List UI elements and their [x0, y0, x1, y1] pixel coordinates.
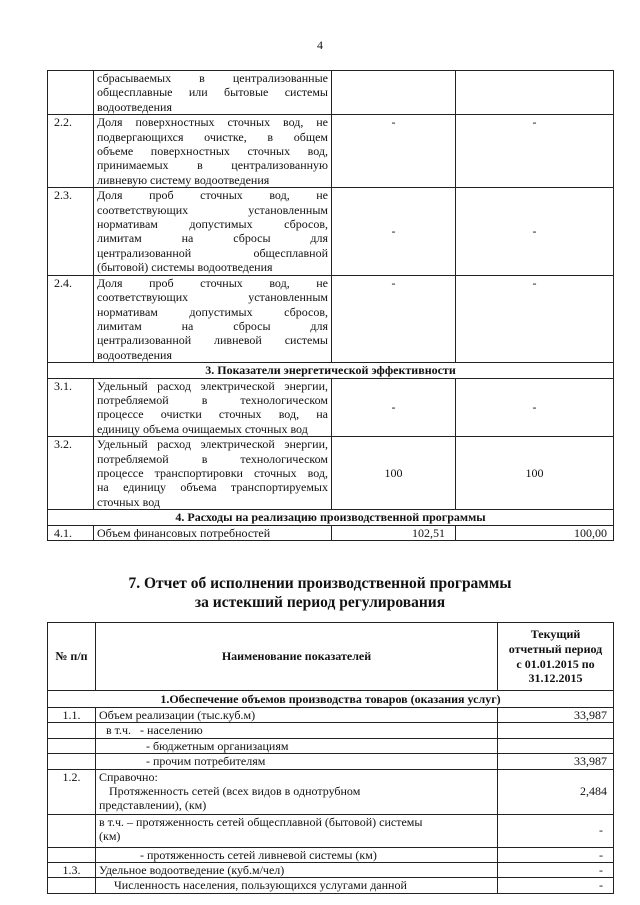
heading-line-2: за истекший период регулирования — [194, 594, 446, 611]
row-value: - — [456, 115, 614, 188]
section-row — [48, 363, 614, 378]
row-name — [94, 437, 332, 510]
row-value — [332, 71, 456, 115]
row-name: Объем финансовых потребностей — [94, 525, 332, 540]
row-name-line: сточных вод — [97, 494, 160, 509]
table-row — [48, 275, 614, 362]
report-table — [47, 622, 614, 894]
row-value: - — [456, 378, 614, 437]
row-value: 33,987 — [498, 708, 614, 723]
section-title: 4. Расходы на реализацию производственной программы — [48, 510, 614, 525]
row-name-line: потребляемой в технологическом — [97, 451, 328, 466]
row-num: 1.2. — [48, 769, 96, 814]
row-name-line: Удельный расход электрической энергии, — [97, 378, 328, 393]
row-name-line: общесплавные или бытовые системы — [97, 85, 328, 100]
row-num: 2.3. — [48, 188, 94, 275]
row-value: - — [332, 275, 456, 362]
table-row — [48, 754, 614, 769]
row-value — [456, 71, 614, 115]
row-name-line: соответствующих установленным — [97, 290, 328, 305]
row-value: - — [332, 115, 456, 188]
header-period-line: с 01.01.2015 по — [516, 656, 595, 671]
table-row — [48, 525, 614, 540]
row-value: - — [332, 188, 456, 275]
row-name-line: Удельный расход электрической энергии, — [97, 437, 328, 452]
row-name-line: на единицу объема транспортируемых — [97, 480, 328, 495]
row-name-line: ливневую систему водоотведения — [97, 172, 270, 187]
table-row — [48, 708, 614, 723]
row-name — [96, 814, 498, 847]
row-num: 1.3. — [48, 863, 96, 878]
row-name-line: потребляемой в технологическом — [97, 392, 328, 407]
table-row — [48, 71, 614, 115]
row-value: - — [456, 275, 614, 362]
row-value: - — [498, 847, 614, 862]
row-value: - — [498, 814, 614, 847]
table-row — [48, 814, 614, 847]
header-num: № п/п — [48, 623, 96, 691]
header-name: Наименование показателей — [96, 623, 498, 691]
row-name-line: водоотведения — [97, 347, 172, 362]
row-value: - — [332, 378, 456, 437]
row-name-line: принимаемых в централизованную — [97, 158, 328, 173]
row-name-line: соответствующих установленным — [97, 202, 328, 217]
row-value: 2,484 — [498, 769, 614, 814]
row-name-line: единицу объема очищаемых сточных вод — [97, 421, 308, 436]
table-row — [48, 878, 614, 893]
row-name-line: процессе транспортировки сточных вод, — [97, 465, 328, 480]
row-name-line: лимитам на сбросы для — [97, 318, 328, 333]
row-name: - бюджетным организациям — [96, 738, 498, 753]
row-value: 100,00 — [456, 525, 614, 540]
row-name: - прочим потребителям — [96, 754, 498, 769]
table-row — [48, 769, 614, 814]
row-name — [94, 275, 332, 362]
section-row — [48, 691, 614, 708]
row-value: 100 — [332, 437, 456, 510]
row-name — [96, 723, 498, 738]
indicators-table — [47, 70, 614, 541]
row-name-line: объеме поверхностных сточных вод, — [97, 144, 328, 159]
row-name-line: Протяженность сетей (всех видов в однотрубном — [109, 784, 361, 799]
row-value: - — [498, 863, 614, 878]
header-period-line: Текущий — [530, 627, 581, 642]
row-name-line: лимитам на сбросы для — [97, 231, 328, 246]
row-num — [48, 71, 94, 115]
row-prefix: в т.ч. — [106, 723, 132, 738]
row-subname: - населению — [140, 723, 203, 738]
table-row — [48, 378, 614, 437]
page-number: 4 — [317, 38, 323, 52]
row-name — [94, 71, 332, 115]
row-name-line: нормативам допустимых сбросов, — [97, 304, 328, 319]
table-row — [48, 847, 614, 862]
row-value: 102,51 — [332, 525, 456, 540]
row-num: 3.2. — [48, 437, 94, 510]
row-name: Численность населения, пользующихся услугами данной — [96, 878, 498, 893]
row-name: Удельное водоотведение (куб.м/чел) — [96, 863, 498, 878]
row-name-line: централизованной общесплавной — [97, 245, 328, 260]
row-value — [498, 723, 614, 738]
row-value: - — [498, 878, 614, 893]
row-name — [94, 115, 332, 188]
table-row — [48, 188, 614, 275]
row-num: 2.4. — [48, 275, 94, 362]
row-name-line: Доля поверхностных сточных вод, не — [97, 115, 328, 130]
section-1-title: 1.Обеспечение объемов производства товаров (оказания услуг) — [48, 691, 614, 708]
header-period-line: отчетный период — [508, 641, 603, 656]
section-row — [48, 510, 614, 525]
row-value: 33,987 — [498, 754, 614, 769]
row-name: Объем реализации (тыс.куб.м) — [96, 708, 498, 723]
row-value: - — [456, 188, 614, 275]
row-name-line: Доля проб сточных вод, не — [97, 188, 328, 203]
row-name-line: (бытовой) системы водоотведения — [97, 260, 273, 275]
row-value — [498, 738, 614, 753]
row-name-line: представлении), (км) — [99, 798, 207, 813]
header-row — [48, 623, 614, 691]
table-row — [48, 723, 614, 738]
row-name-line: процессе очистки сточных вод, на — [97, 407, 328, 422]
row-name: - протяженность сетей ливневой системы (км) — [96, 847, 498, 862]
row-name-line: Справочно: — [99, 769, 158, 784]
header-period — [498, 623, 614, 691]
heading-line-1: 7. Отчет об исполнении производственной программы — [128, 575, 512, 592]
header-period-line: 31.12.2015 — [528, 671, 583, 686]
row-name-line: в т.ч. – протяженность сетей общесплавной (бытовой) системы — [99, 814, 423, 829]
row-name-line: (км) — [99, 829, 121, 844]
row-name-line: водоотведения — [97, 99, 172, 114]
row-num: 2.2. — [48, 115, 94, 188]
report-heading — [0, 574, 640, 612]
row-name-line: Доля проб сточных вод, не — [97, 275, 328, 290]
row-value: 100 — [456, 437, 614, 510]
row-name-line: централизованной ливневой системы — [97, 333, 328, 348]
table-row — [48, 115, 614, 188]
row-name-line: нормативам допустимых сбросов, — [97, 217, 328, 232]
row-name-line: сбрасываемых в централизованные — [97, 71, 328, 85]
row-num: 4.1. — [48, 525, 94, 540]
table-row — [48, 863, 614, 878]
table-row — [48, 437, 614, 510]
row-num: 1.1. — [48, 708, 96, 723]
row-num: 3.1. — [48, 378, 94, 437]
row-name — [96, 769, 498, 814]
row-name-line: подвергающихся очистке, в общем — [97, 129, 328, 144]
table-row — [48, 738, 614, 753]
section-title: 3. Показатели энергетической эффективности — [48, 363, 614, 378]
row-name — [94, 188, 332, 275]
row-name — [94, 378, 332, 437]
